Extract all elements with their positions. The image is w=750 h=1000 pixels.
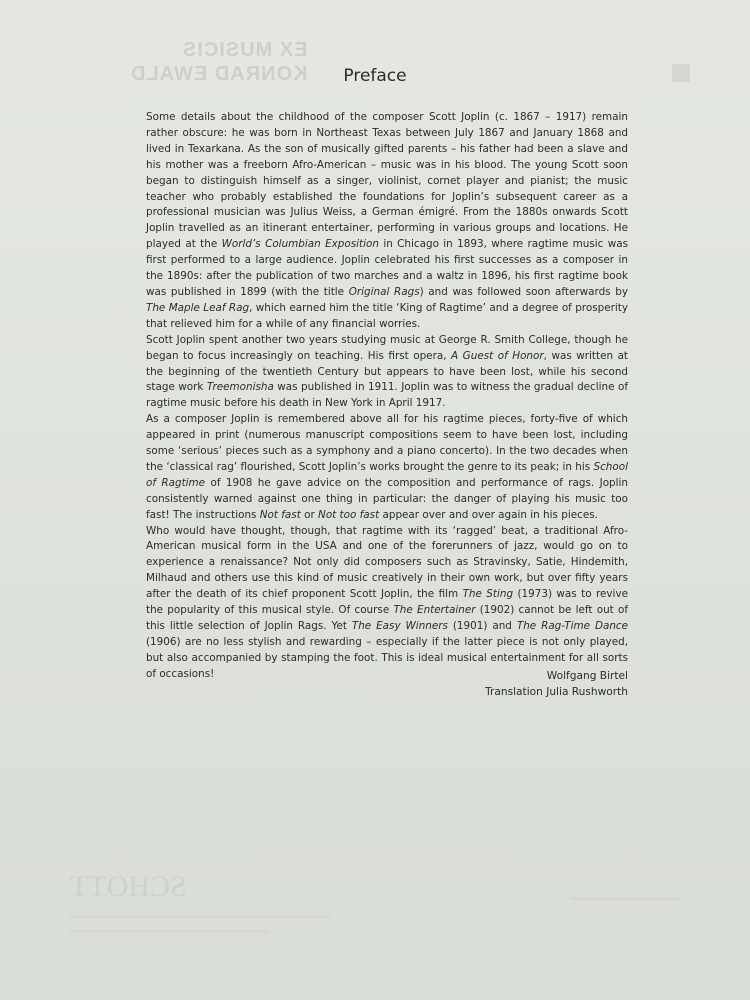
text-run: Some details about the childhood of the composer Scott Joplin (c. 1867 – 1917) remain rather obscure: he was born in Northeast Texas between July 1867 and January 1868 and lived in Texarkana. As the son of musically gifted parents – his father had been a slave and his mother was a freeborn Afro-American – music was in his blood. The young Scott soon began to distinguish himself as a singer, violinist, cornet player and pianist; the music teacher who probably established the foundations for Joplin’s subsequent career as a professional musician was Julius Weiss, a German émigré. From the 1880s onwards Scott Joplin travelled as an itinerant entertainer, performing in various groups and locations. He played at the (146, 111, 628, 251)
text-run: or (300, 508, 319, 521)
show-through-rule (70, 915, 330, 918)
text-run: was published in 1911. Joplin was to witness the gradual decline of ragtime music before his death in New York in April 1917. (146, 381, 628, 410)
author-name: Wolfgang Birtel (546, 670, 628, 682)
text-run: of 1908 he gave advice on the composition and performance of rags. Joplin consistently warned against one thing in particular: the danger of playing his music too fast! The instructions (146, 476, 629, 521)
paragraph (146, 524, 628, 683)
italic-title: The Maple Leaf Rag (146, 301, 250, 314)
text-run: Who would have thought, though, that ragtime with its ‘ragged’ beat, a traditional Afro-American musical form in the USA and one of the forerunners of jazz, would go on to experience a renaissance? Not only did composers such as Stravinsky, Satie, Hindemith, Milhaud and others use this kind of music creatively in their own work, but over fifty years after the death of its chief proponent Scott Joplin, the film (146, 524, 628, 601)
text-run: in Chicago in 1893, where ragtime music was first performed to a large audience. Joplin celebrated his first successes as a composer in the 1890s: after the publication of two marches and a waltz in 1896, his first ragtime book was published in 1899 (with the title (146, 238, 628, 298)
text-run: , was written at the beginning of the twentieth Century but appears to have been lost, while his second stage work (146, 349, 629, 394)
italic-title: Not fast (259, 508, 301, 521)
italic-title: A Guest of Honor (451, 349, 544, 362)
italic-title: School of Ragtime (146, 460, 628, 489)
show-through-line-2: KONRAD EWALD (130, 63, 308, 85)
preface-body (146, 110, 628, 683)
italic-title: The Sting (462, 588, 514, 601)
text-run: ) and was followed soon afterwards by (419, 285, 628, 298)
text-run: , which earned him the title ‘King of Ragtime’ and a degree of prosperity that relieved him for a while of any financial worries. (146, 301, 628, 330)
text-run: (1902) cannot be left out of this little selection of Joplin Rags. Yet (146, 604, 628, 632)
show-through-rule (70, 930, 270, 933)
text-run: (1901) and (447, 620, 517, 632)
text-run: (1906) are no less stylish and rewarding – especially if the latter piece is not only played, but also accompanied by stamping the foot. This is ideal musical entertainment for all sorts of occasions! (146, 635, 628, 680)
paragraph (146, 110, 628, 333)
italic-title: Not too fast (318, 508, 380, 521)
page-title: Preface (343, 66, 407, 86)
text-run: Scott Joplin spent another two years studying music at George R. Smith College, though he began to focus increasingly on teaching. His first opera, (146, 333, 628, 362)
paragraph (146, 333, 628, 413)
show-through-line-1: EX MUSICIS (181, 39, 308, 61)
paragraph (146, 412, 628, 523)
text-run: appear over and over again in his pieces. (379, 508, 598, 521)
show-through-rule (570, 897, 680, 900)
signature-block (485, 668, 628, 700)
italic-title: World’s Columbian Exposition (221, 238, 379, 251)
text-run: As a composer Joplin is remembered above all for his ragtime pieces, forty-five of which appeared in print (numerous manuscript compositions seem to have been lost, including some ‘serious’ pieces such as a symphony and a piano concerto). In the two decades when the ‘classical rag’ flourished, Scott Joplin’s works brought the genre to its peak; in his (146, 413, 628, 473)
italic-title: Original Rags (348, 285, 420, 298)
translator-credit: Translation Julia Rushworth (485, 686, 628, 698)
italic-title: The Rag-Time Dance (516, 620, 629, 632)
italic-title: The Entertainer (393, 604, 476, 617)
show-through-logo: SCHOTT (70, 870, 187, 903)
italic-title: The Easy Winners (351, 620, 448, 632)
italic-title: Treemonisha (206, 381, 274, 394)
text-run: (1973) was to revive the popularity of this musical style. Of course (146, 588, 628, 617)
